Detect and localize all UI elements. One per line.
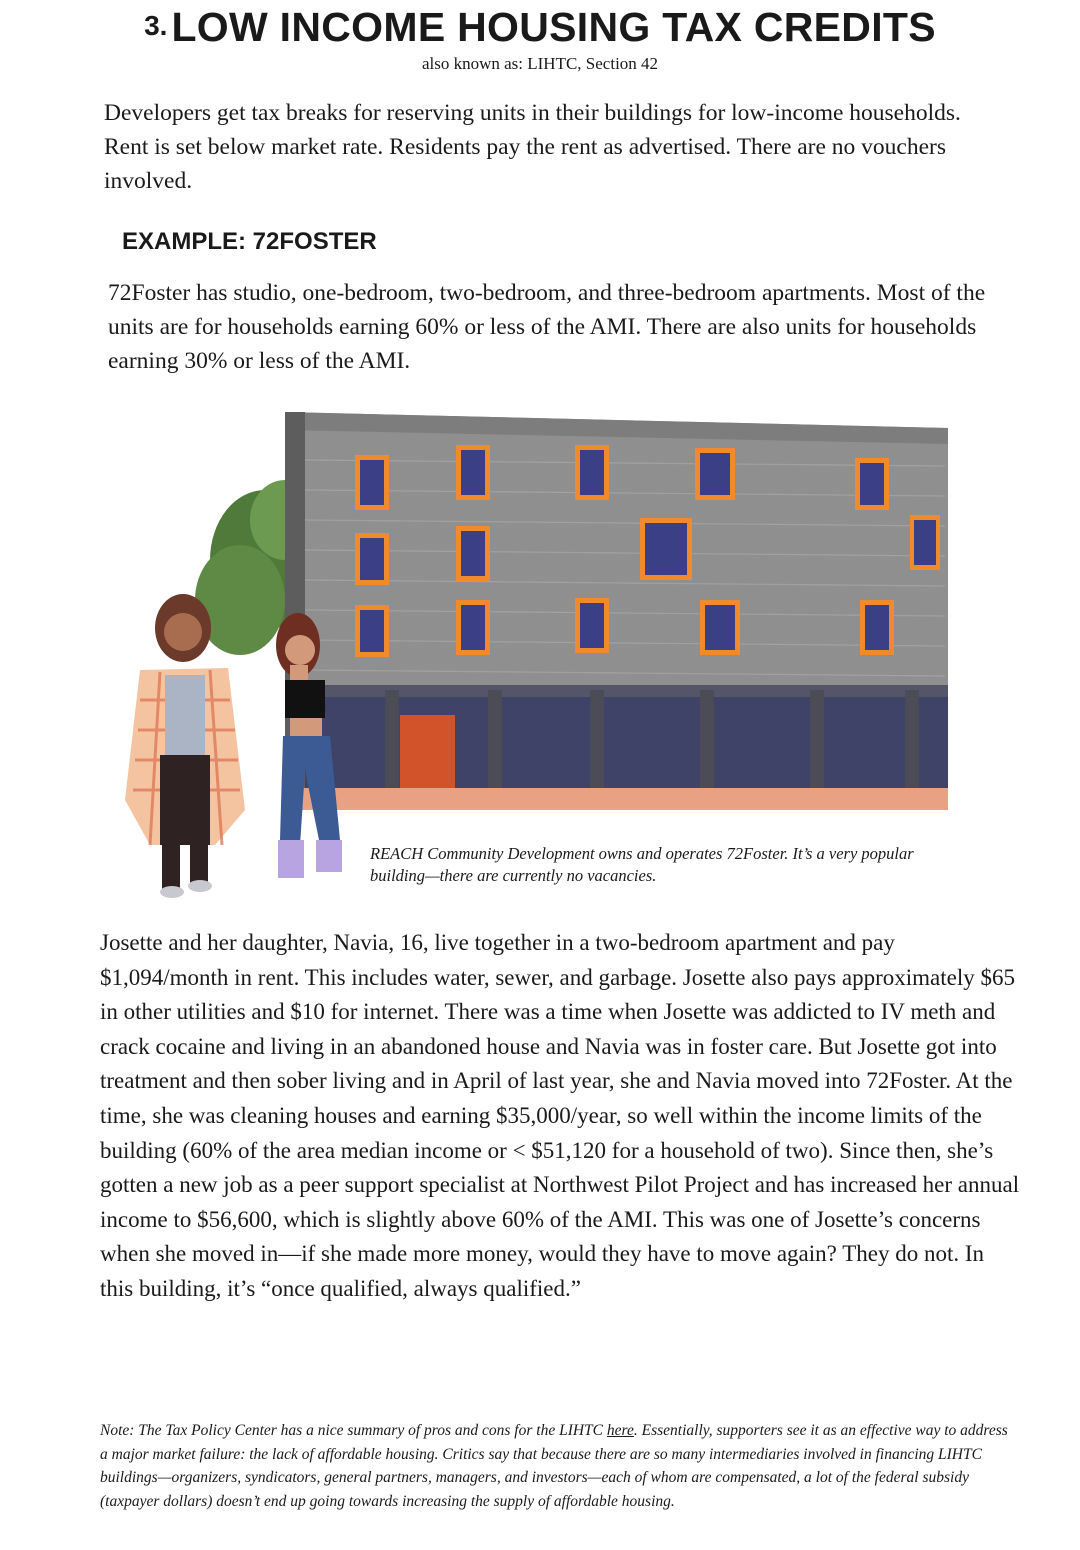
note-text-before: Note: The Tax Policy Center has a nice summary of pros and cons for the LIHTC [100,1422,607,1439]
note-text-after: . Essentially, supporters see it as an effective way to address a major market failure: the lack of affordable housing. Critics say that because there are so many intermediaries involved in financing LIHTC buildings—organizers, syndicators, general partners, managers, and investors—each of whom are compensated, a lot of the federal subsidy (taxpayer dollars) doesn’t end up going towards increasing the supply of affordable housing. [100,1422,1008,1510]
example-heading: EXAMPLE: 72FOSTER [122,228,377,255]
example-paragraph: 72Foster has studio, one-bedroom, two-bedroom, and three-bedroom apartments. Most of the units are for households earning 60% or less of the AMI. There are also units for households earning 30% or less of the AMI. [108,280,986,374]
ground [285,788,948,810]
section-title: LOW INCOME HOUSING TAX CREDITS [171,4,936,50]
story-paragraph: Josette and her daughter, Navia, 16, live together in a two-bedroom apartment and pay $1,094/month in rent. This includes water, sewer, and garbage. Josette also pays approximately $65 in other utilities and $10 for internet. There was a time when Josette was addicted to IV meth and crack cocaine and living in an abandoned house and Navia was in foster care. But Josette got into treatment and then sober living and in April of last year, she and Navia moved into 72Foster. At the time, she was cleaning houses and earning $35,000/year, so well within the income limits of the building (60% of the area median income or < $51,120 for a household of two). Since then, she’s gotten a new job as a peer support specialist at Northwest Pilot Project and has increased her annual income to $56,600, which is slightly above 60% of the AMI. This was one of Josette’s concerns when she moved in—if she made more money, would they have to move again? They do not. In this building, it’s “once qualified, always qualified.” [100,930,1020,1301]
building-illustration [0,400,1080,900]
entrance-door [400,715,455,790]
tax-policy-center-link[interactable]: here [606,1422,634,1439]
building [285,412,948,810]
intro-paragraph: Developers get tax breaks for reserving units in their buildings for low-income households. Rent is set below market rate. Residents pay the rent as advertised. There are no vouchers involved. [104,100,961,194]
section-number: 3. [144,10,168,41]
page-title [0,4,1080,51]
footnote [100,1419,1010,1513]
illustration-caption: REACH Community Development owns and operates 72Foster. It’s a very popular building—there are currently no vacancies. [370,844,914,885]
also-known-as: also known as: LIHTC, Section 42 [421,54,659,73]
